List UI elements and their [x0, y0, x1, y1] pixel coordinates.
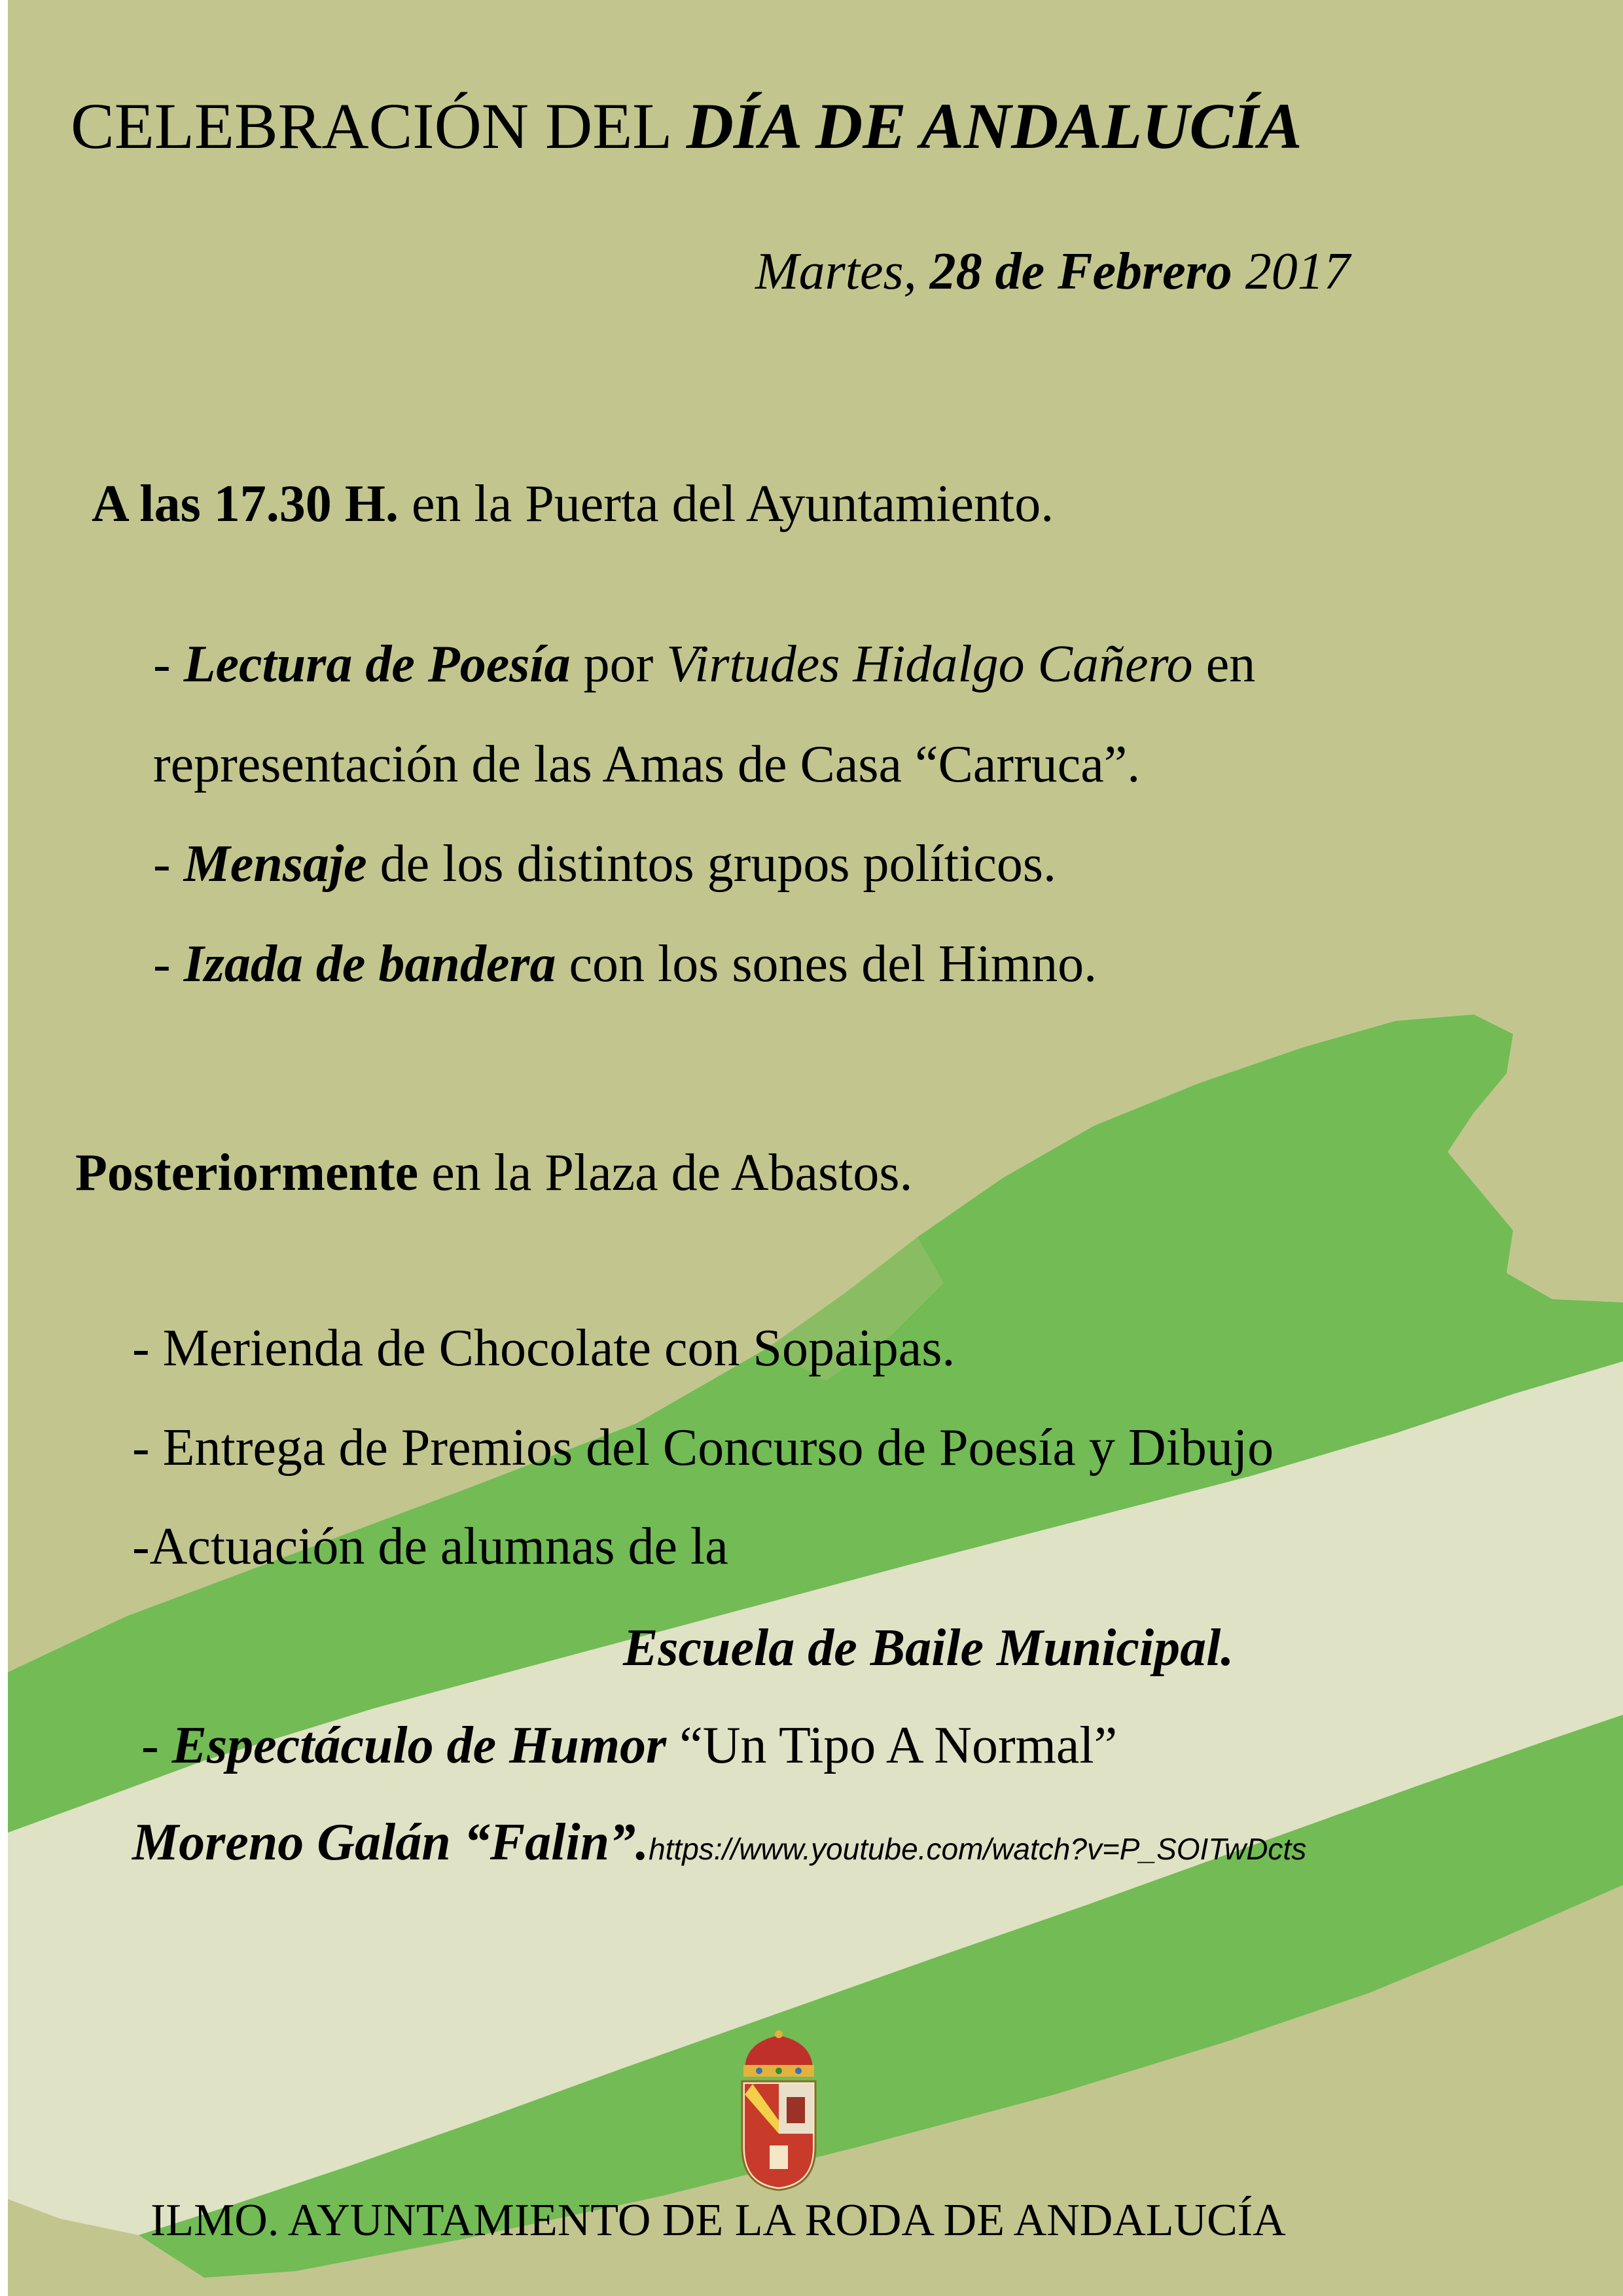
program-item-flag-raising — [153, 935, 1097, 993]
program-item-message — [153, 835, 1056, 893]
section2-time: Posteriormente — [75, 1144, 419, 1202]
program-item-comedy — [141, 1719, 1117, 1772]
section2-place: en la Plaza de Abastos. — [418, 1144, 913, 1202]
item-rest: con los sones del Himno. — [556, 935, 1097, 993]
section1-heading — [92, 475, 1054, 533]
item-dash: - — [153, 935, 184, 993]
crown-shape — [745, 2036, 813, 2068]
item-dash: - — [141, 1717, 172, 1774]
title-prefix: CELEBRACIÓN DEL — [71, 90, 687, 162]
item-title: Mensaje — [183, 835, 367, 893]
event-date — [755, 245, 1350, 298]
program-item-dance: -Actuación de alumnas de la — [132, 1518, 728, 1575]
program-item-awards: - Entrega de Premios del Concurso de Poesía y Dibujo — [132, 1419, 1274, 1477]
item-dash: - — [153, 835, 184, 893]
date-day-month: 28 de Febrero — [929, 243, 1232, 300]
crown-jewel-left — [756, 2068, 762, 2074]
shield-castle-bottom — [770, 2145, 788, 2169]
item-title: Espectáculo de Humor — [171, 1717, 667, 1774]
poster — [8, 0, 1623, 2296]
performer-line — [132, 1816, 1306, 1869]
item-person: Virtudes Hidalgo Cañero — [666, 636, 1193, 693]
title-emphasis: DÍA DE ANDALUCÍA — [686, 90, 1302, 162]
section1-place: en la Puerta del Ayuntamiento. — [398, 475, 1054, 533]
date-weekday: Martes, — [755, 243, 930, 300]
program-item-poetry-reading — [153, 638, 1255, 691]
coat-of-arms-icon — [733, 2029, 825, 2193]
footer-council-name: ILMO. AYUNTAMIENTO DE LA RODA DE ANDALUCÍA — [151, 2195, 1286, 2246]
item-connector: por — [570, 636, 667, 693]
item-rest: “Un Tipo A Normal” — [666, 1717, 1118, 1774]
program-item-poetry-reading-line2: representación de las Amas de Casa “Carruca”. — [153, 736, 1141, 793]
date-year: 2017 — [1232, 243, 1350, 300]
shield-castle-top — [787, 2097, 805, 2123]
crown-jewel-right — [795, 2068, 802, 2074]
item-connector-en: en — [1192, 636, 1256, 693]
section1-time: A las 17.30 H. — [92, 475, 399, 533]
item-title: Izada de bandera — [183, 935, 556, 993]
youtube-link[interactable]: https://www.youtube.com/watch?v=P_SOITwDcts — [649, 1832, 1307, 1866]
item-rest: de los distintos grupos políticos. — [366, 835, 1056, 893]
dance-school-name: Escuela de Baile Municipal. — [623, 1619, 1234, 1677]
program-item-snack: - Merienda de Chocolate con Sopaipas. — [132, 1319, 955, 1377]
section2-heading — [75, 1144, 913, 1202]
performer-name: Moreno Galán “Falin”. — [132, 1814, 649, 1871]
item-dash: - — [153, 636, 184, 693]
crown-cross — [775, 2030, 783, 2038]
crown-jewel-center — [776, 2068, 782, 2074]
page-title — [71, 90, 1302, 162]
item-title: Lectura de Poesía — [183, 636, 571, 693]
